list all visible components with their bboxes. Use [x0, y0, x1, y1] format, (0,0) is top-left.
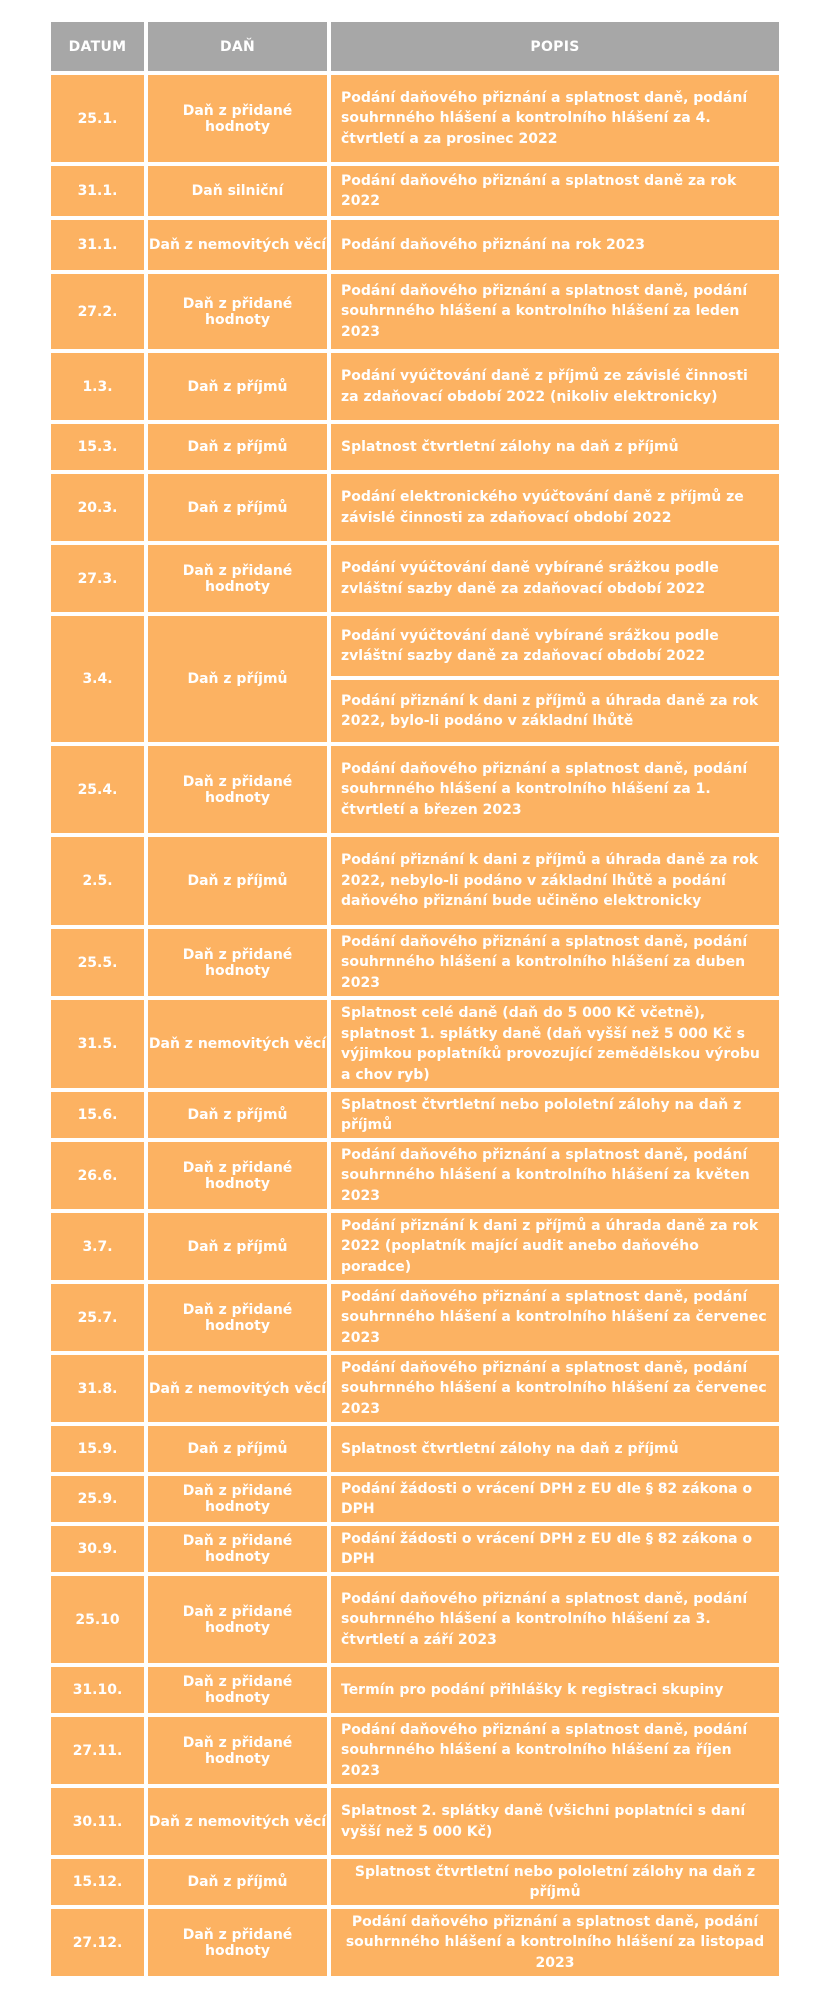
row-description: Podání daňového přiznání na rok 2023 — [331, 220, 779, 270]
row-tax-type: Daň silniční — [148, 166, 327, 216]
table-row — [51, 929, 779, 996]
row-date: 25.10 — [51, 1576, 144, 1663]
row-tax-type: Daň z přidané hodnoty — [148, 1142, 327, 1209]
row-date: 15.9. — [51, 1426, 144, 1472]
row-description: Podání daňového přiznání a splatnost daně, podání souhrnného hlášení a kontrolního hlášení za červenec 2023 — [331, 1284, 779, 1351]
table-row — [51, 75, 779, 162]
row-tax-type: Daň z příjmů — [148, 424, 327, 470]
row-description: Podání vyúčtování daně z příjmů ze závislé činnosti za zdaňovací období 2022 (nikoliv elektronicky) — [331, 353, 779, 420]
table-row — [51, 1576, 779, 1663]
row-description-group — [331, 1142, 779, 1209]
row-tax-type: Daň z přidané hodnoty — [148, 75, 327, 162]
row-description: Podání elektronického vyúčtování daně z příjmů ze závislé činnosti za zdaňovací období 2022 — [331, 474, 779, 541]
row-description-group — [331, 474, 779, 541]
row-tax-type: Daň z nemovitých věcí — [148, 1788, 327, 1855]
row-date: 25.4. — [51, 746, 144, 833]
row-description: Podání daňového přiznání a splatnost daně, podání souhrnného hlášení a kontrolního hlášení za říjen 2023 — [331, 1717, 779, 1784]
row-description-group — [331, 1576, 779, 1663]
table-row — [51, 1000, 779, 1088]
row-description-group — [331, 929, 779, 996]
row-tax-type: Daň z přidané hodnoty — [148, 1576, 327, 1663]
row-tax-type: Daň z příjmů — [148, 1092, 327, 1138]
row-description-group — [331, 353, 779, 420]
table-row — [51, 746, 779, 833]
table-row — [51, 1092, 779, 1138]
table-row — [51, 1355, 779, 1422]
row-date: 1.3. — [51, 353, 144, 420]
header-date: DATUM — [51, 22, 144, 71]
row-date: 27.3. — [51, 545, 144, 612]
row-description-group — [331, 166, 779, 216]
row-description: Podání daňového přiznání a splatnost daně, podání souhrnného hlášení a kontrolního hlášení za listopad 2023 — [331, 1909, 779, 1976]
row-description-group — [331, 1859, 779, 1905]
table-row — [51, 424, 779, 470]
row-description: Splatnost čtvrtletní nebo pololetní zálohy na daň z příjmů — [331, 1092, 779, 1138]
table-row — [51, 837, 779, 925]
row-date: 25.1. — [51, 75, 144, 162]
row-description-group — [331, 746, 779, 833]
table-row — [51, 220, 779, 270]
row-tax-type: Daň z nemovitých věcí — [148, 220, 327, 270]
row-description: Podání daňového přiznání a splatnost daně, podání souhrnného hlášení a kontrolního hlášení za 4. čtvrtletí a za prosinec 2022 — [331, 75, 779, 162]
row-tax-type: Daň z příjmů — [148, 1213, 327, 1280]
row-description-group — [331, 1717, 779, 1784]
row-description-group — [331, 1284, 779, 1351]
row-tax-type: Daň z přidané hodnoty — [148, 1717, 327, 1784]
row-description: Splatnost čtvrtletní zálohy na daň z příjmů — [331, 1426, 779, 1472]
row-description: Podání daňového přiznání a splatnost daně za rok 2022 — [331, 166, 779, 216]
row-tax-type: Daň z nemovitých věcí — [148, 1355, 327, 1422]
header-tax: DAŇ — [148, 22, 327, 71]
row-tax-type: Daň z přidané hodnoty — [148, 1667, 327, 1713]
table-row — [51, 353, 779, 420]
row-description: Podání daňového přiznání a splatnost daně, podání souhrnného hlášení a kontrolního hlášení za leden 2023 — [331, 274, 779, 349]
row-tax-type: Daň z přidané hodnoty — [148, 1909, 327, 1976]
table-row — [51, 1667, 779, 1713]
row-description: Splatnost čtvrtletní nebo pololetní zálohy na daň z příjmů — [331, 1859, 779, 1905]
row-description-group — [331, 424, 779, 470]
row-description-group — [331, 1788, 779, 1855]
row-tax-type: Daň z příjmů — [148, 616, 327, 742]
row-date: 31.10. — [51, 1667, 144, 1713]
row-description: Podání daňového přiznání a splatnost daně, podání souhrnného hlášení a kontrolního hlášení za 3. čtvrtletí a září 2023 — [331, 1576, 779, 1663]
row-date: 2.5. — [51, 837, 144, 925]
row-date: 27.2. — [51, 274, 144, 349]
table-row — [51, 1717, 779, 1784]
row-description: Podání přiznání k dani z příjmů a úhrada daně za rok 2022, nebylo-li podáno v základní lhůtě a podání daňového přiznání bude učiněno elektronicky — [331, 837, 779, 925]
table-row — [51, 474, 779, 541]
row-tax-type: Daň z příjmů — [148, 353, 327, 420]
row-date: 31.8. — [51, 1355, 144, 1422]
row-description-group — [331, 75, 779, 162]
row-description: Podání přiznání k dani z příjmů a úhrada daně za rok 2022 (poplatník mající audit anebo daňového poradce) — [331, 1213, 779, 1280]
table-row — [51, 1859, 779, 1905]
row-date: 30.11. — [51, 1788, 144, 1855]
row-description: Splatnost čtvrtletní zálohy na daň z příjmů — [331, 424, 779, 470]
row-tax-type: Daň z přidané hodnoty — [148, 929, 327, 996]
row-date: 25.7. — [51, 1284, 144, 1351]
row-description-group — [331, 1667, 779, 1713]
row-tax-type: Daň z přidané hodnoty — [148, 545, 327, 612]
row-tax-type: Daň z nemovitých věcí — [148, 1000, 327, 1088]
row-description-group — [331, 220, 779, 270]
row-tax-type: Daň z přidané hodnoty — [148, 274, 327, 349]
row-description: Termín pro podání přihlášky k registraci skupiny — [331, 1667, 779, 1713]
table-row — [51, 1142, 779, 1209]
row-description-group — [331, 1213, 779, 1280]
row-date: 26.6. — [51, 1142, 144, 1209]
row-description-group — [331, 1426, 779, 1472]
table-header — [51, 22, 779, 71]
row-description: Podání daňového přiznání a splatnost daně, podání souhrnného hlášení a kontrolního hlášení za květen 2023 — [331, 1142, 779, 1209]
row-tax-type: Daň z přidané hodnoty — [148, 746, 327, 833]
table-row — [51, 1284, 779, 1351]
table-row — [51, 1526, 779, 1572]
table-row — [51, 1213, 779, 1280]
row-date: 3.4. — [51, 616, 144, 742]
row-tax-type: Daň z přidané hodnoty — [148, 1526, 327, 1572]
row-tax-type: Daň z příjmů — [148, 837, 327, 925]
row-description-group — [331, 545, 779, 612]
row-description-group — [331, 1000, 779, 1088]
row-date: 25.9. — [51, 1476, 144, 1522]
row-date: 15.3. — [51, 424, 144, 470]
row-date: 15.6. — [51, 1092, 144, 1138]
row-tax-type: Daň z přidané hodnoty — [148, 1284, 327, 1351]
table-row — [51, 1476, 779, 1522]
tax-calendar-table — [51, 22, 779, 1976]
row-description: Podání žádosti o vrácení DPH z EU dle § 82 zákona o DPH — [331, 1476, 779, 1522]
row-description: Podání daňového přiznání a splatnost daně, podání souhrnného hlášení a kontrolního hlášení za červenec 2023 — [331, 1355, 779, 1422]
table-row — [51, 616, 779, 742]
row-description: Splatnost celé daně (daň do 5 000 Kč včetně), splatnost 1. splátky daně (daň vyšší než 5 000 Kč s výjimkou poplatníků provozující zemědělskou výrobu a chov ryb) — [331, 1000, 779, 1088]
row-date: 27.11. — [51, 1717, 144, 1784]
row-description-group — [331, 1909, 779, 1976]
row-description: Podání vyúčtování daně vybírané srážkou podle zvláštní sazby daně za zdaňovací období 2022 — [331, 545, 779, 612]
row-description-group — [331, 1355, 779, 1422]
header-description: POPIS — [331, 22, 779, 71]
table-row — [51, 166, 779, 216]
table-row — [51, 545, 779, 612]
row-description-group — [331, 1092, 779, 1138]
row-description-group — [331, 616, 779, 742]
row-description: Podání daňového přiznání a splatnost daně, podání souhrnného hlášení a kontrolního hlášení za 1. čtvrtletí a březen 2023 — [331, 746, 779, 833]
row-date: 30.9. — [51, 1526, 144, 1572]
row-date: 31.5. — [51, 1000, 144, 1088]
table-body — [51, 75, 779, 1976]
row-date: 3.7. — [51, 1213, 144, 1280]
row-tax-type: Daň z přidané hodnoty — [148, 1476, 327, 1522]
row-date: 31.1. — [51, 220, 144, 270]
row-tax-type: Daň z příjmů — [148, 1426, 327, 1472]
row-description: Splatnost 2. splátky daně (všichni poplatníci s daní vyšší než 5 000 Kč) — [331, 1788, 779, 1855]
row-date: 15.12. — [51, 1859, 144, 1905]
row-tax-type: Daň z příjmů — [148, 1859, 327, 1905]
row-date: 25.5. — [51, 929, 144, 996]
row-description-group — [331, 837, 779, 925]
row-description: Podání vyúčtování daně vybírané srážkou podle zvláštní sazby daně za zdaňovací období 2022 — [331, 616, 779, 676]
row-description: Podání žádosti o vrácení DPH z EU dle § 82 zákona o DPH — [331, 1526, 779, 1572]
table-row — [51, 274, 779, 349]
row-date: 31.1. — [51, 166, 144, 216]
row-tax-type: Daň z příjmů — [148, 474, 327, 541]
row-description-group — [331, 1476, 779, 1522]
row-date: 27.12. — [51, 1909, 144, 1976]
row-description: Podání daňového přiznání a splatnost daně, podání souhrnného hlášení a kontrolního hlášení za duben 2023 — [331, 929, 779, 996]
table-row — [51, 1909, 779, 1976]
table-row — [51, 1426, 779, 1472]
row-description: Podání přiznání k dani z příjmů a úhrada daně za rok 2022, bylo-li podáno v základní lhůtě — [331, 680, 779, 742]
row-description-group — [331, 1526, 779, 1572]
row-date: 20.3. — [51, 474, 144, 541]
row-description-group — [331, 274, 779, 349]
table-row — [51, 1788, 779, 1855]
